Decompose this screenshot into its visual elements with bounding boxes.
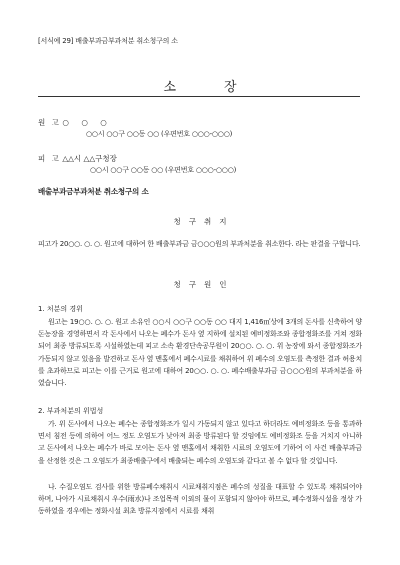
section-2-heading: 2. 부과처분의 위법성 (38, 407, 104, 415)
heading-char: 청 (173, 280, 181, 289)
title-char: 장 (224, 80, 237, 95)
plaintiff-name: ○ ○ ○ (62, 118, 112, 127)
heading-char: 지 (219, 217, 227, 226)
title-char: 소 (163, 80, 176, 95)
cause-heading (0, 279, 400, 290)
heading-char: 청 (173, 217, 181, 226)
heading-char: 인 (219, 280, 227, 289)
defendant-line (38, 153, 117, 164)
section-2-paragraph-a: 가. 위 돈사에서 나오는 폐수는 종합정화조가 일시 가동되지 않고 있다고 하더라도 예비정화조 등을 통과하면서 침전 등에 의하여 어느 정도 오염도가 낮아져 최종 방류된다 할 것임에도 예비정화조 등을 거치지 아니하고 돈사에서 나오는 폐수가 바로 모이는 돈사 옆 맨홀에서 채취한 시료의 오염도에 기하여 이 사건 배출부과금을 산정한 것은 그 오염도가 최종배출구에서 배출되는 폐수의 오염도와 같다고 볼 수 없다 할 것입니다. (38, 420, 362, 465)
heading-char: 취 (204, 217, 212, 226)
section-1-heading: 1. 처분의 경위 (38, 305, 83, 313)
claim-text: 피고가 20○○. ○. ○. 원고에 대하여 한 배출부과금 금○○○원의 부과처분을 취소한다. 라는 판결을 구합니다. (38, 240, 361, 248)
section-1-paragraph: 원고는 19○○. ○. ○. 원고 소유인 ○○시 ○○구 ○○동 ○○ 대지 1,416㎡상에 3개의 돈사를 신축하여 양돈농장을 경영하면서 각 돈사에서 나오는 폐수가 돈사 옆 지하에 설치된 예비정화조와 종합정화조를 거쳐 정화되어 최종 방류되도록 시설하였는데 피고 소속 환경단속공무원이 20○○. ○. ○. 위 농장에 와서 종합정화조가 가동되지 않고 있음을 발견하고 돈사 옆 맨홀에서 폐수시료를 채취하여 위 폐수의 오염도를 측정한 결과 허용치를 초과하므로 피고는 이를 근거로 원고에 대하여 20○○. ○. ○. 폐수배출부과금 금○○○원의 부과처분을 하였습니다. (38, 318, 362, 388)
plaintiff-line (38, 117, 112, 128)
heading-char: 구 (188, 217, 196, 226)
defendant-role: 피 고 (38, 154, 61, 163)
defendant-name: △△시 △△구청장 (62, 154, 117, 163)
section-2-paragraph-b: 나. 수질오염도 검사를 위한 방류폐수채취시 시료채취지점은 폐수의 성질을 대표할 수 있도록 채취되어야 하며, 나아가 시료채취시 우수(雨水)나 조업목적 이외의 물이 포함되지 않아야 하므로, 폐수정화시설을 정상 가동하였을 경우에는 정화시설 최초 방류지점에서 시료를 채취 (38, 483, 362, 516)
claim-heading (0, 216, 400, 227)
plaintiff-role: 원 고 (38, 118, 61, 127)
heading-char: 원 (204, 280, 212, 289)
document-title (0, 76, 400, 95)
form-label: [서식예 29] 배출부과금부과처분 취소청구의 소 (38, 37, 178, 45)
title-divider (38, 96, 360, 97)
case-title: 배출부과금부과처분 취소청구의 소 (38, 187, 149, 196)
defendant-address: ○○시 ○○구 ○○동 ○○ (우편번호 ○○○-○○○) (90, 166, 237, 174)
plaintiff-address: ○○시 ○○구 ○○동 ○○ (우편번호 ○○○-○○○) (86, 130, 233, 138)
heading-char: 구 (188, 280, 196, 289)
